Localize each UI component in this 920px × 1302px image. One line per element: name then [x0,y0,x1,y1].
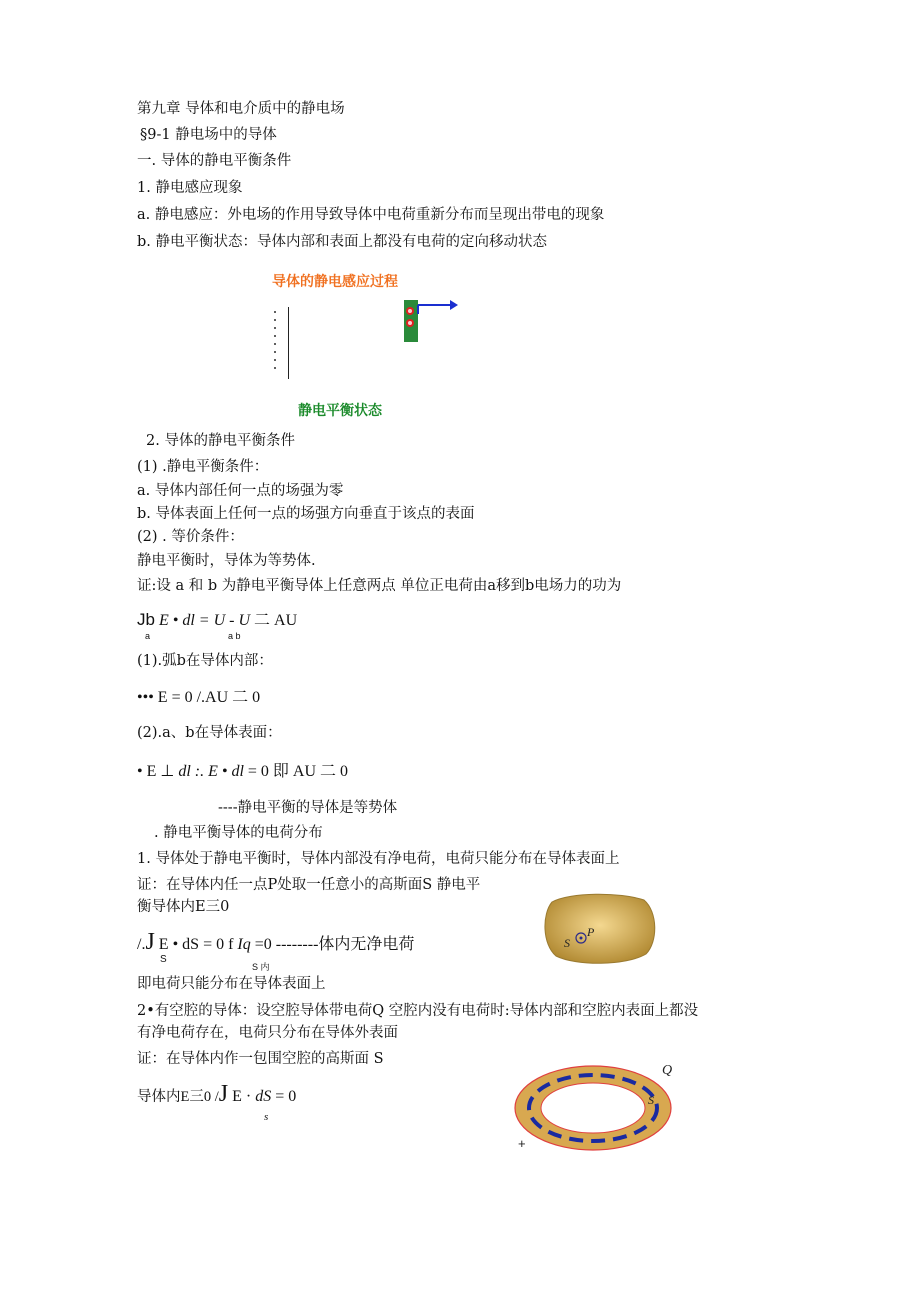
proof2-line1: 证：在导体内任一点P处取一任意小的高斯面S 静电平 [137,877,481,893]
heading-three: . 静电平衡导体的电荷分布 [154,825,323,841]
condition-b: b. 导体表面上任何一点的场强方向垂直于该点的表面 [137,506,475,522]
condition-2: (2) . 等价条件： [137,529,244,545]
condition-a: a. 导体内部任何一点的场强为零 [137,483,344,499]
heading-one: 一. 导体的静电平衡条件 [137,153,292,169]
gauss2-tail: = 0 [271,1088,297,1105]
gauss2-body: E · [232,1088,256,1105]
section-title: §9-1 静电场中的导体 [140,127,277,143]
integral-body: E • dl = U - U [158,612,251,629]
gauss1-body: E • dS = 0 f [158,936,234,953]
equation-inside: ••• E = 0 /.AU 二 0 [137,689,261,706]
gauss1-lead: /. [137,936,146,953]
proof-intro: 证:设 a 和 b 为静电平衡导体上任意两点 单位正电荷由a移到b电场力的功为 [137,578,622,594]
gauss2-lead: 导体内E三0 / [137,1089,219,1105]
condition-1: (1) .静电平衡条件： [137,459,269,475]
gauss1-int-subscript: S [160,954,167,965]
induction-b: b. 静电平衡状态：导体内部和表面上都没有电荷的定向移动状态 [137,234,547,250]
integral-rhs: 二 AU [254,612,298,629]
heading-one-1: 1. 静电感应现象 [137,180,243,196]
proof3: 证：在导体内作一包围空腔的高斯面 S [137,1051,384,1067]
label-s: S [564,936,570,950]
integral-lower-limit: a [145,631,151,641]
gauss2-subscript: s [264,1111,269,1123]
label-plus: + [518,1136,526,1151]
cavity [541,1083,645,1133]
label-s-ring: S [648,1093,654,1107]
chapter-title: 第九章 导体和电介质中的静电场 [137,101,345,117]
equation-line-integral [137,611,297,630]
case-2: (2).a、b在导体表面： [137,725,282,741]
figure1-vertical-line [288,307,289,379]
distribution-1: 1. 导体处于静电平衡时，导体内部没有净电荷，电荷只能分布在导体表面上 [137,851,620,867]
cavity-line2: 有净电荷存在，电荷只分布在导体外表面 [137,1025,398,1041]
only-surface: 即电荷只能分布在导体表面上 [137,976,326,992]
gauss1-sum-subscript: S 内 [252,962,270,972]
gaussian-surface-blob-diagram [540,890,660,966]
label-p: P [587,925,595,939]
equation-surface [137,763,348,781]
hollow-conductor-diagram [508,1058,678,1154]
figure1-dotted-line [273,308,277,370]
perp-lead: • E ⊥ [137,763,179,780]
gauss2-integral: J [218,1081,229,1107]
integral-symbol: Jb [137,610,155,629]
conductor-induction-diagram [400,296,464,344]
equation-gauss-1 [137,929,415,955]
figure1-caption-bottom: 静电平衡状态 [298,402,382,418]
field-arrow-head [450,300,458,310]
case-1: (1).弧b在导体内部： [137,653,273,669]
induction-a: a. 静电感应：外电场的作用导致导体中电荷重新分布而呈现出带电的现象 [137,207,605,223]
equivalent-text: 静电平衡时，导体为等势体. [137,553,316,569]
gauss1-integral: J [145,929,155,955]
gauss1-rest: =0 --------体内无净电荷 [250,936,415,953]
heading-two: 2. 导体的静电平衡条件 [146,433,295,449]
conductor-blob [545,894,655,963]
figure1-caption-top: 导体的静电感应过程 [272,273,398,289]
perp-middle: dl :. E • dl [178,763,244,780]
proof2-line2: 衡导体内E三0 [137,899,230,915]
perp-tail: = 0 即 AU 二 0 [247,763,349,780]
potential-subscripts: a b [228,631,241,641]
conclusion: ----静电平衡的导体是等势体 [218,800,398,816]
label-q: Q [662,1063,673,1078]
cavity-line1: 2•有空腔的导体：设空腔导体带电荷Q 空腔内没有电荷时:导体内部和空腔内表面上都没 [137,1003,699,1019]
gauss1-sum: Iq [237,936,251,953]
equation-gauss-2 [137,1081,297,1107]
gauss2-ds: dS [255,1088,272,1105]
